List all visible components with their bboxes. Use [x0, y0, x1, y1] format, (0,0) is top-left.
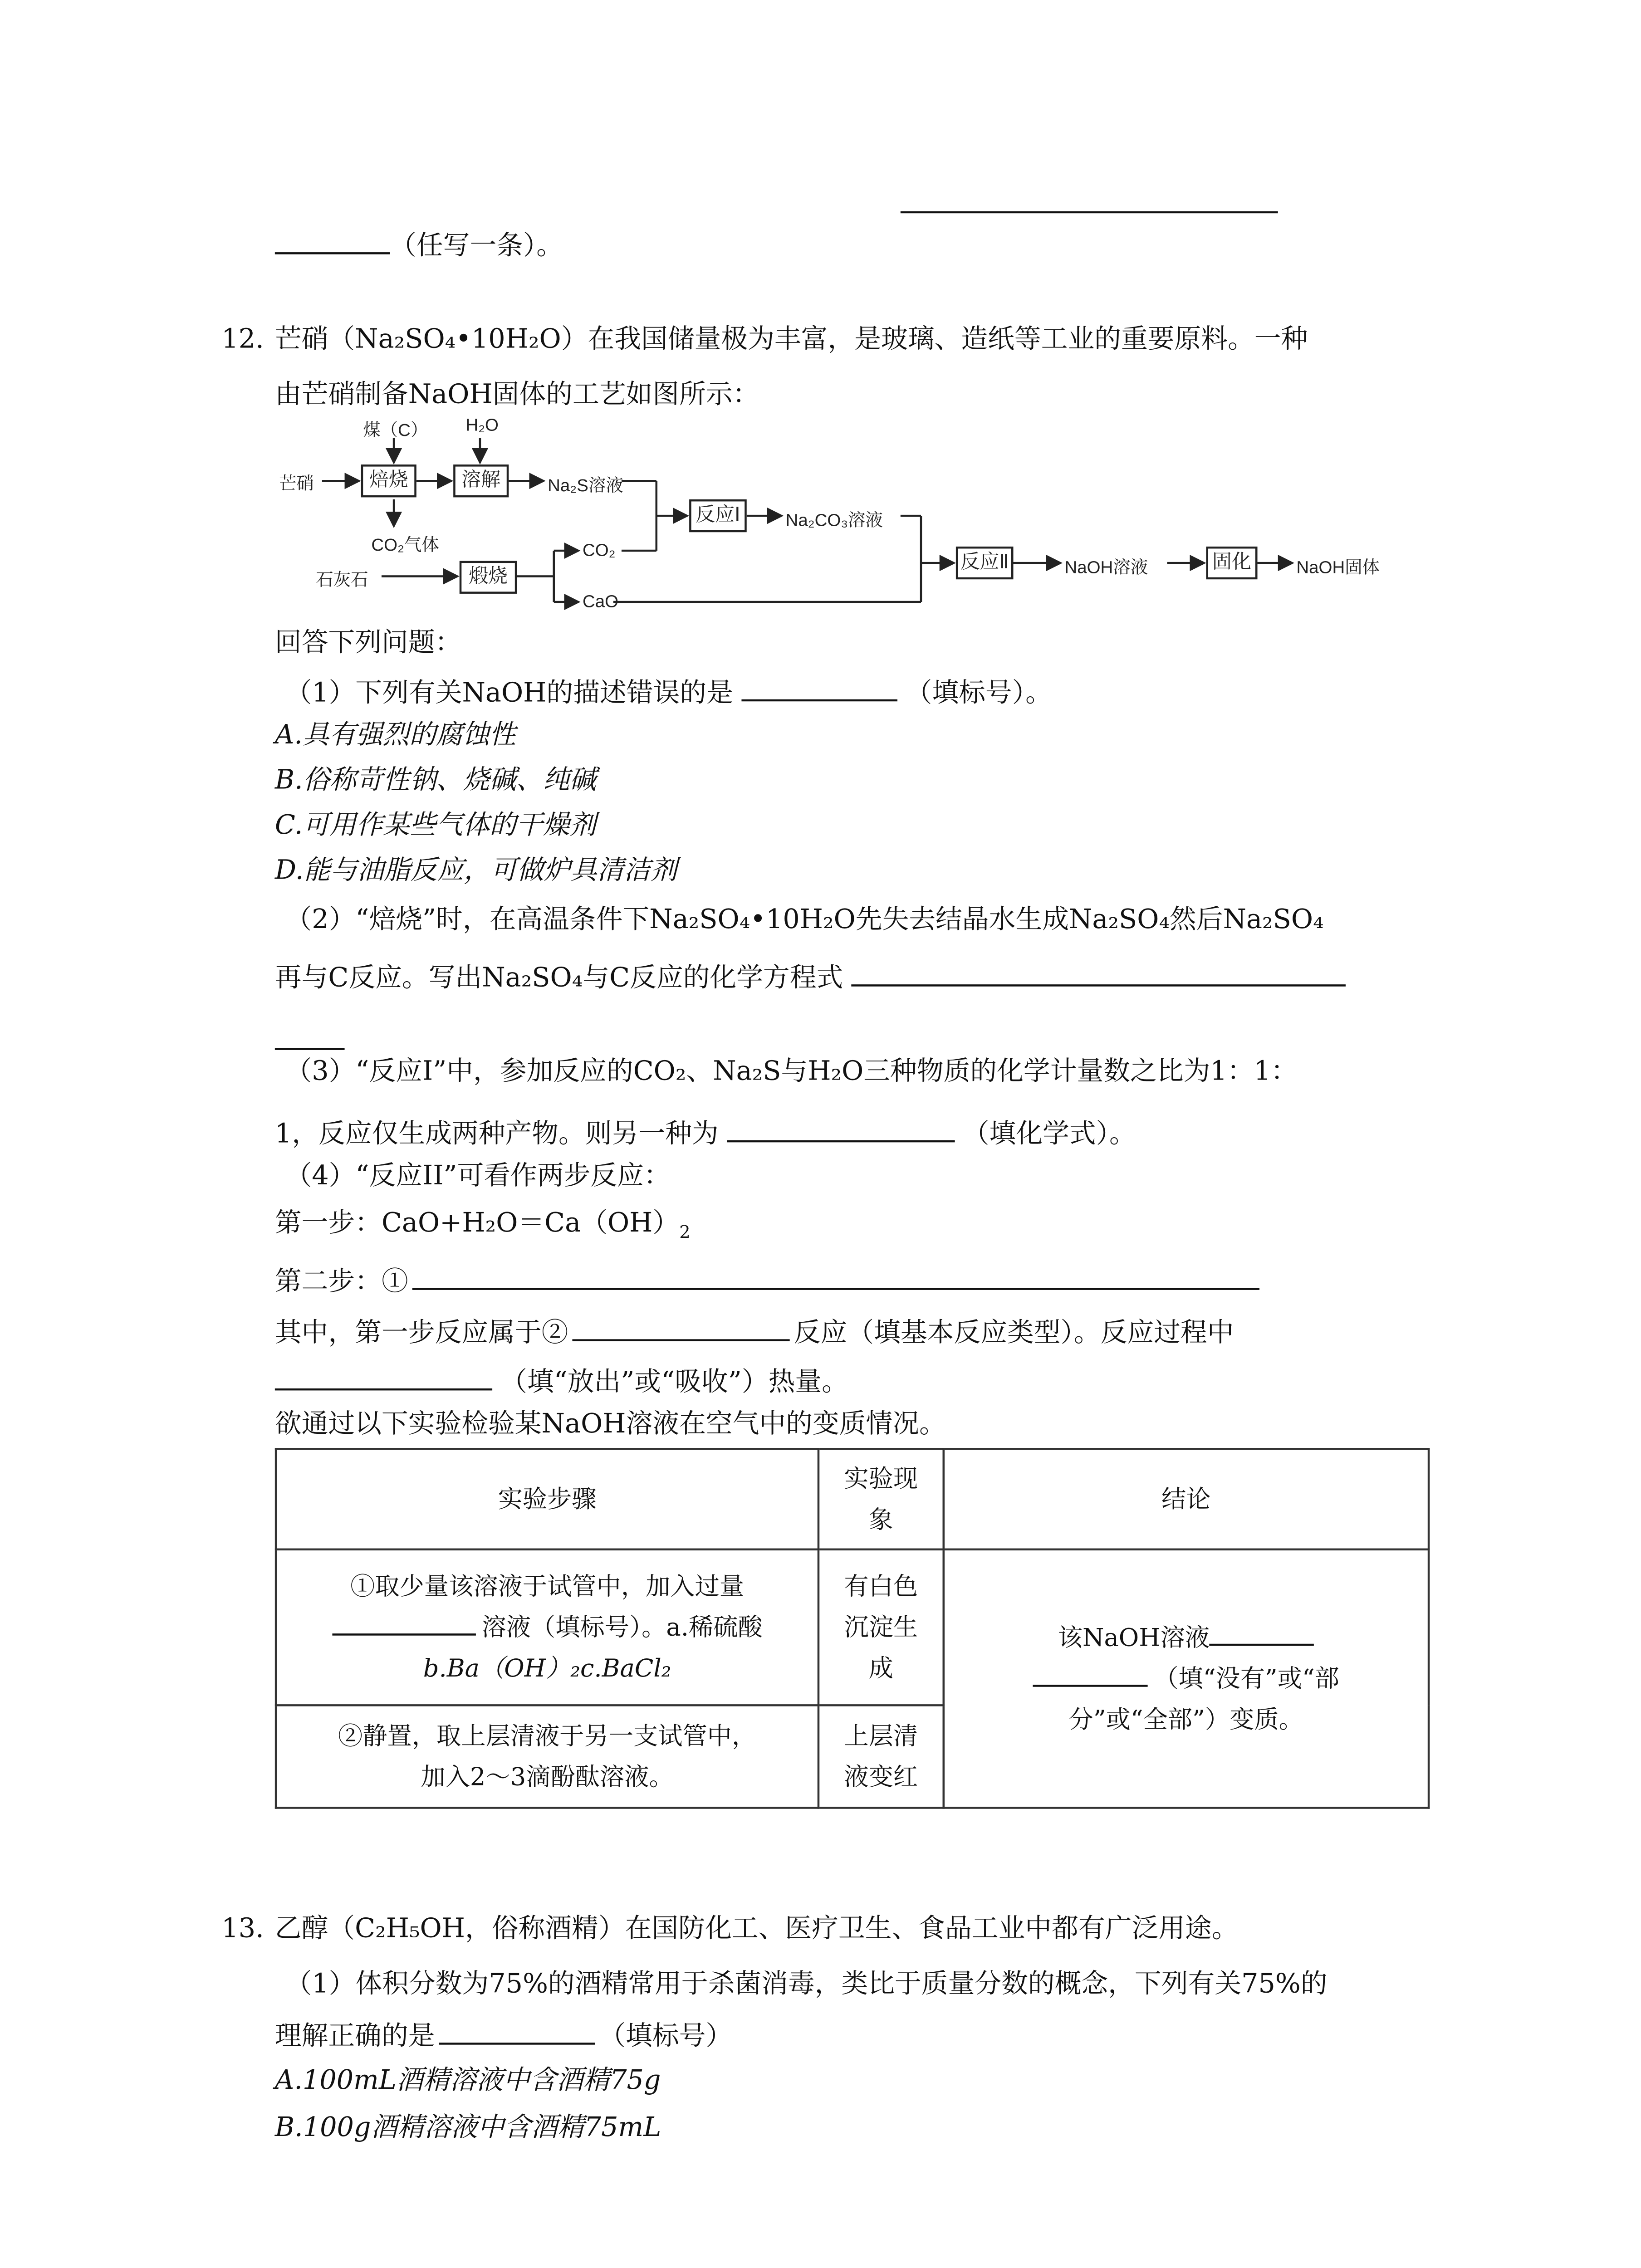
label-coal: 煤（C） — [363, 420, 428, 440]
q12-intro-2: 由芒硝制备NaOH固体的工艺如图所示： — [274, 379, 759, 411]
label-water: H₂O — [465, 415, 499, 435]
process-flow-diagram — [275, 415, 1413, 621]
q13-part1-line2: 理解正确的是 （填标号） — [275, 2016, 732, 2054]
header-steps: 实验步骤 — [276, 1449, 818, 1549]
label-mirabilite: 芒硝 — [279, 474, 314, 494]
option-a: A.具有强烈的腐蚀性 — [274, 719, 516, 751]
box-dissolve: 溶解 — [453, 464, 509, 497]
top-tail-text: （任写一条）。 — [390, 230, 563, 262]
q12-number: 12. — [221, 324, 264, 355]
answer-blank[interactable] — [275, 225, 390, 254]
answer-blank[interactable] — [727, 1114, 955, 1142]
label-naoh-solution: NaOH溶液 — [1064, 557, 1148, 577]
label-limestone: 石灰石 — [316, 570, 368, 590]
label-na2co3-solution: Na₂CO₃溶液 — [785, 510, 883, 530]
q12-part4-line4: （填“放出”或“吸收”）热量。 — [275, 1362, 848, 1400]
answer-blank[interactable] — [275, 1048, 345, 1050]
box-roast: 焙烧 — [361, 464, 416, 497]
box-calcine: 煅烧 — [460, 561, 517, 594]
q12-part4-line1: （4）“反应II”可看作两步反应： — [285, 1161, 671, 1192]
header-observation: 实验现 象 — [818, 1449, 943, 1549]
answer-blank[interactable] — [275, 1362, 492, 1390]
table-header-row — [276, 1449, 1429, 1549]
q12-part3-line2: 1，反应仅生成两种产物。则另一种为 （填化学式）。 — [275, 1114, 1136, 1152]
label-cao: CaO — [583, 591, 619, 611]
answer-blank[interactable] — [1210, 1617, 1314, 1646]
q13-intro: 乙醇（C₂H₅OH，俗称酒精）在国防化工、医疗卫生、食品工业中都有广泛用途。 — [274, 1913, 1239, 1945]
label-na2s-solution: Na₂S溶液 — [548, 475, 623, 495]
option-c: C.可用作某些气体的干燥剂 — [274, 810, 596, 841]
answer-blank[interactable] — [851, 958, 1346, 986]
option-b: B.俗称苛性钠、烧碱、纯碱 — [274, 765, 597, 796]
answer-blank[interactable] — [412, 1261, 1259, 1290]
label-naoh-solid: NaOH固体 — [1296, 557, 1380, 577]
top-tail-line — [275, 225, 563, 264]
q12-part2-line1: （2）“焙烧”时，在高温条件下Na₂SO₄•10H₂O先失去结晶水生成Na₂SO₄然后Na₂SO₄ — [285, 904, 1324, 935]
q12-part4-line3: 其中，第一步反应属于② 反应（填基本反应类型）。反应过程中 — [275, 1313, 1234, 1351]
experiment-table — [275, 1448, 1430, 1809]
q13-option-b: B.100g酒精溶液中含酒精75mL — [274, 2112, 661, 2143]
step-1: 第一步：$CaO+H_2O=Ca(OH)_2$ — [274, 1208, 691, 1243]
observation-1-cell: 有白色 沉淀生 成 — [818, 1549, 943, 1706]
box-solidify: 固化 — [1206, 547, 1257, 579]
q13-number: 13. — [221, 1913, 264, 1945]
step-1-cell: ①取少量该溶液于试管中，加入过量 溶液（填标号）。a.稀硫酸 b.Ba（OH）₂c.BaCl₂ — [276, 1549, 818, 1706]
step-2-cell: ②静置，取上层清液于另一支试管中， 加入2～3滴酚酞溶液。 — [276, 1705, 818, 1808]
answer-blank[interactable] — [439, 2016, 595, 2044]
answer-blank[interactable] — [741, 673, 897, 701]
box-reaction-2: 反应Ⅱ — [956, 547, 1014, 579]
step-2: 第二步：① — [275, 1261, 1259, 1300]
answer-prompt: 回答下列问题： — [274, 627, 462, 659]
q13-option-a: A.100mL酒精溶液中含酒精75g — [274, 2065, 661, 2096]
answer-blank[interactable] — [572, 1313, 789, 1341]
answer-blank-top[interactable] — [901, 211, 1278, 214]
table-row — [276, 1549, 1429, 1706]
q12-part2-line2: 再与C反应。写出Na₂SO₄与C反应的化学方程式 — [275, 958, 1346, 996]
answer-blank[interactable] — [1033, 1658, 1147, 1686]
header-conclusion: 结论 — [943, 1449, 1429, 1549]
answer-blank[interactable] — [332, 1607, 475, 1635]
q12-intro-1: 芒硝（Na₂SO₄•10H₂O）在我国储量极为丰富，是玻璃、造纸等工业的重要原料。一种 — [274, 324, 1308, 355]
q12-part5-intro: 欲通过以下实验检验某NaOH溶液在空气中的变质情况。 — [274, 1409, 946, 1440]
box-reaction-1: 反应Ⅰ — [689, 499, 747, 532]
label-co2: CO₂ — [583, 540, 616, 560]
q12-part3-line1: （3）“反应I”中，参加反应的CO₂、Na₂S与H₂O三种物质的化学计量数之比为1：1： — [285, 1056, 1298, 1087]
observation-2-cell: 上层清 液变红 — [818, 1705, 943, 1808]
label-co2-gas: CO₂气体 — [371, 535, 439, 555]
q12-part1: （1）下列有关NaOH的描述错误的是 （填标号）。 — [285, 673, 1052, 711]
conclusion-cell: 该NaOH溶液 （填“没有”或“部 分”或“全部”）变质。 — [943, 1549, 1429, 1808]
q13-part1-line1: （1）体积分数为75%的酒精常用于杀菌消毒，类比于质量分数的概念，下列有关75%的 — [285, 1969, 1327, 2000]
option-d: D.能与油脂反应，可做炉具清洁剂 — [274, 855, 677, 886]
